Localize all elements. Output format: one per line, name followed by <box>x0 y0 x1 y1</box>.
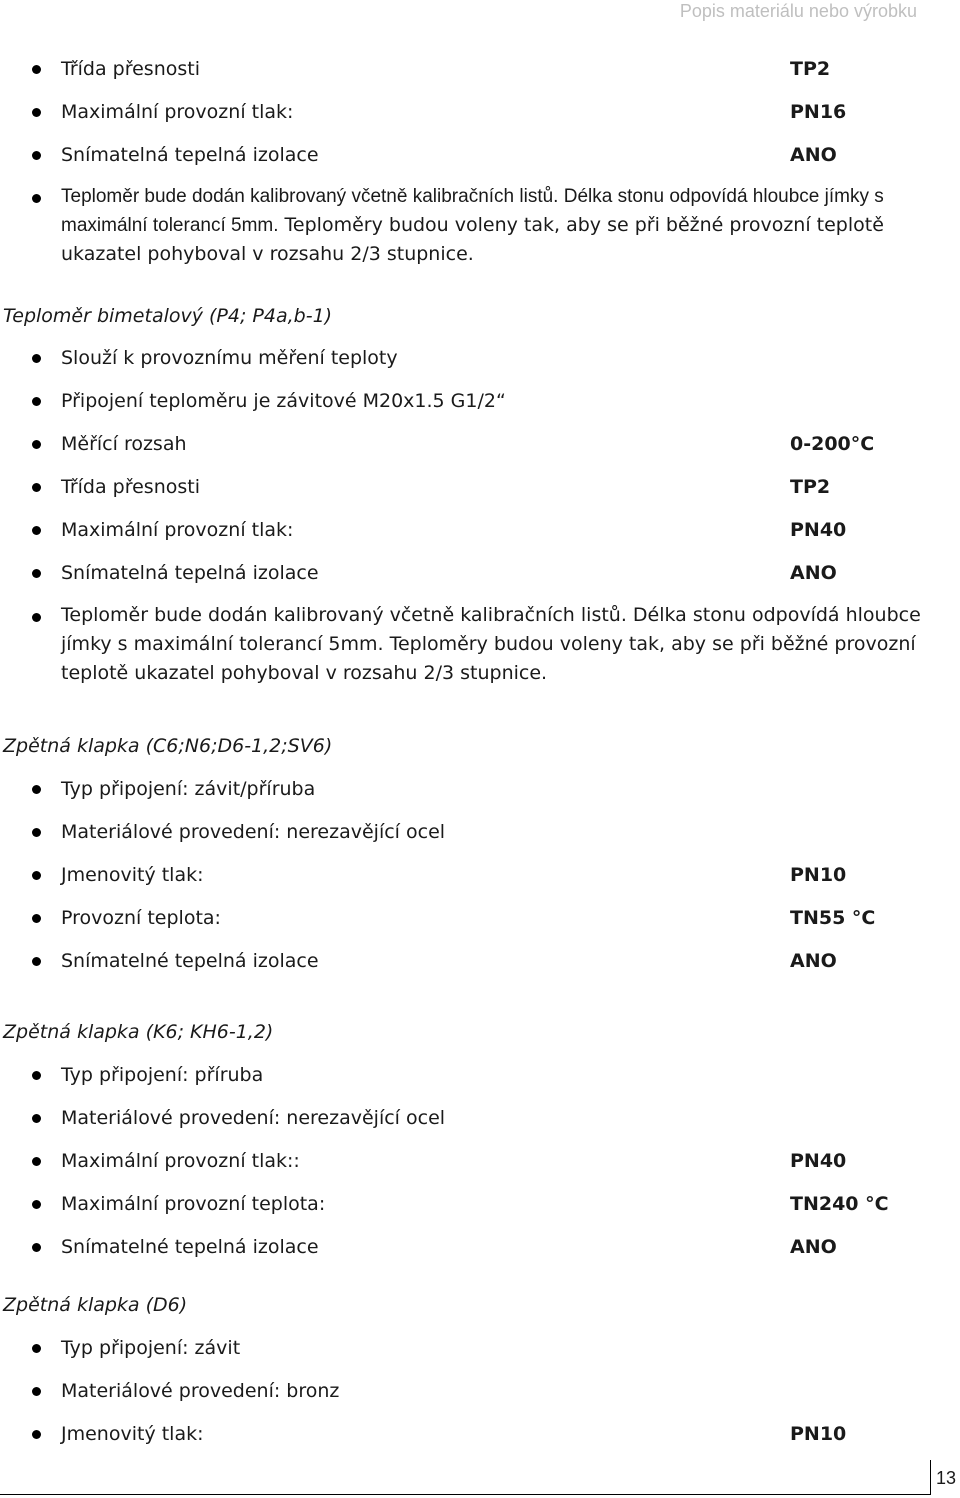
item-label: Materiálové provedení: nerezavějící ocel <box>61 821 446 843</box>
item-value: ANO <box>790 562 837 584</box>
list-item <box>0 388 960 418</box>
item-label: Maximální provozní tlak:: <box>61 1150 300 1172</box>
note-text: Teploměr bude dodán kalibrovaný včetně kalibračních listů. Délka stonu odpovídá hloubce jímky s maximální tolerancí 5mm. Teploměry budou voleny tak, aby se při běžné provozní teplotě ukazatel pohyboval v rozsahu 2/3 stupnice. <box>61 186 884 265</box>
list-item <box>0 1378 960 1408</box>
item-value: ANO <box>790 1236 837 1258</box>
list-item <box>0 948 960 978</box>
bullet-icon <box>32 785 41 794</box>
bullet-icon <box>32 1243 41 1252</box>
list-item <box>0 1234 960 1264</box>
item-label: Typ připojení: příruba <box>61 1064 264 1086</box>
bullet-icon <box>32 483 41 492</box>
bullet-icon <box>32 397 41 406</box>
page-header-title: Popis materiálu nebo výrobku <box>679 1 917 21</box>
bullet-icon <box>32 1071 41 1080</box>
note-item <box>0 184 960 274</box>
item-label: Typ připojení: závit/příruba <box>61 778 316 800</box>
bullet-icon <box>32 194 41 203</box>
item-label: Třída přesnosti <box>61 476 200 498</box>
item-value: TP2 <box>790 476 831 498</box>
bullet-icon <box>32 1344 41 1353</box>
bullet-icon <box>32 354 41 363</box>
section-heading: Zpětná klapka (K6; KH6-1,2) <box>3 1021 274 1043</box>
bullet-icon <box>32 151 41 160</box>
item-value: TP2 <box>790 58 831 80</box>
item-label: Jmenovitý tlak: <box>61 1423 204 1445</box>
item-label: Snímatelné tepelná izolace <box>61 1236 319 1258</box>
item-label: Maximální provozní teplota: <box>61 1193 326 1215</box>
bullet-icon <box>32 1430 41 1439</box>
item-value: TN55 °C <box>790 907 876 929</box>
bullet-icon <box>32 1200 41 1209</box>
bullet-icon <box>32 65 41 74</box>
bullet-icon <box>32 526 41 535</box>
list-item <box>0 819 960 849</box>
bullet-icon <box>32 613 41 622</box>
item-value: PN40 <box>790 519 847 541</box>
list-item <box>0 99 960 129</box>
section-heading: Zpětná klapka (C6;N6;D6-1,2;SV6) <box>3 735 333 757</box>
item-value: PN10 <box>790 864 847 886</box>
list-item <box>0 1062 960 1092</box>
page-number: 13 <box>936 1468 957 1488</box>
list-item <box>0 431 960 461</box>
item-value: TN240 °C <box>790 1193 889 1215</box>
footer-divider <box>0 1494 930 1495</box>
bullet-icon <box>32 1157 41 1166</box>
list-item <box>0 56 960 86</box>
bullet-icon <box>32 1114 41 1123</box>
list-item <box>0 905 960 935</box>
item-label: Maximální provozní tlak: <box>61 519 294 541</box>
note-text: Teploměr bude dodán kalibrovaný včetně kalibračních listů. Délka stonu odpovídá hloubce jímky s maximální tolerancí 5mm. Teploměry budou voleny tak, aby se při běžné provozní teplotě ukazatel pohyboval v rozsahu 2/3 stupnice. <box>61 604 921 684</box>
bullet-icon <box>32 914 41 923</box>
bullet-icon <box>32 871 41 880</box>
item-label: Materiálové provedení: bronz <box>61 1380 340 1402</box>
item-label: Snímatelné tepelná izolace <box>61 950 319 972</box>
bullet-icon <box>32 1387 41 1396</box>
section-heading: Teploměr bimetalový (P4; P4a,b-1) <box>3 305 333 327</box>
item-value: PN16 <box>790 101 847 123</box>
list-item <box>0 345 960 375</box>
bullet-icon <box>32 569 41 578</box>
bullet-icon <box>32 440 41 449</box>
item-label: Snímatelná tepelná izolace <box>61 562 319 584</box>
item-label: Snímatelná tepelná izolace <box>61 144 319 166</box>
section-heading: Zpětná klapka (D6) <box>3 1294 188 1316</box>
item-label: Provozní teplota: <box>61 907 221 929</box>
list-item <box>0 776 960 806</box>
item-label: Měřící rozsah <box>61 433 187 455</box>
item-value: PN10 <box>790 1423 847 1445</box>
list-item <box>0 1105 960 1135</box>
list-item <box>0 1335 960 1365</box>
list-item <box>0 474 960 504</box>
item-label: Jmenovitý tlak: <box>61 864 204 886</box>
note-item <box>0 603 960 693</box>
item-value: PN40 <box>790 1150 847 1172</box>
list-item <box>0 1191 960 1221</box>
page-number-divider <box>930 1460 931 1495</box>
item-value: ANO <box>790 144 837 166</box>
item-label: Slouží k provoznímu měření teploty <box>61 347 398 369</box>
item-label: Připojení teploměru je závitové M20x1.5 G1/2“ <box>61 390 506 412</box>
item-label: Třída přesnosti <box>61 58 200 80</box>
list-item <box>0 1148 960 1178</box>
item-label: Typ připojení: závit <box>61 1337 241 1359</box>
list-item <box>0 560 960 590</box>
bullet-icon <box>32 957 41 966</box>
item-label: Maximální provozní tlak: <box>61 101 294 123</box>
bullet-icon <box>32 828 41 837</box>
list-item <box>0 1421 960 1451</box>
list-item <box>0 862 960 892</box>
list-item <box>0 517 960 547</box>
item-value: 0-200°C <box>790 433 875 455</box>
list-item <box>0 142 960 172</box>
bullet-icon <box>32 108 41 117</box>
item-value: ANO <box>790 950 837 972</box>
item-label: Materiálové provedení: nerezavějící ocel <box>61 1107 446 1129</box>
